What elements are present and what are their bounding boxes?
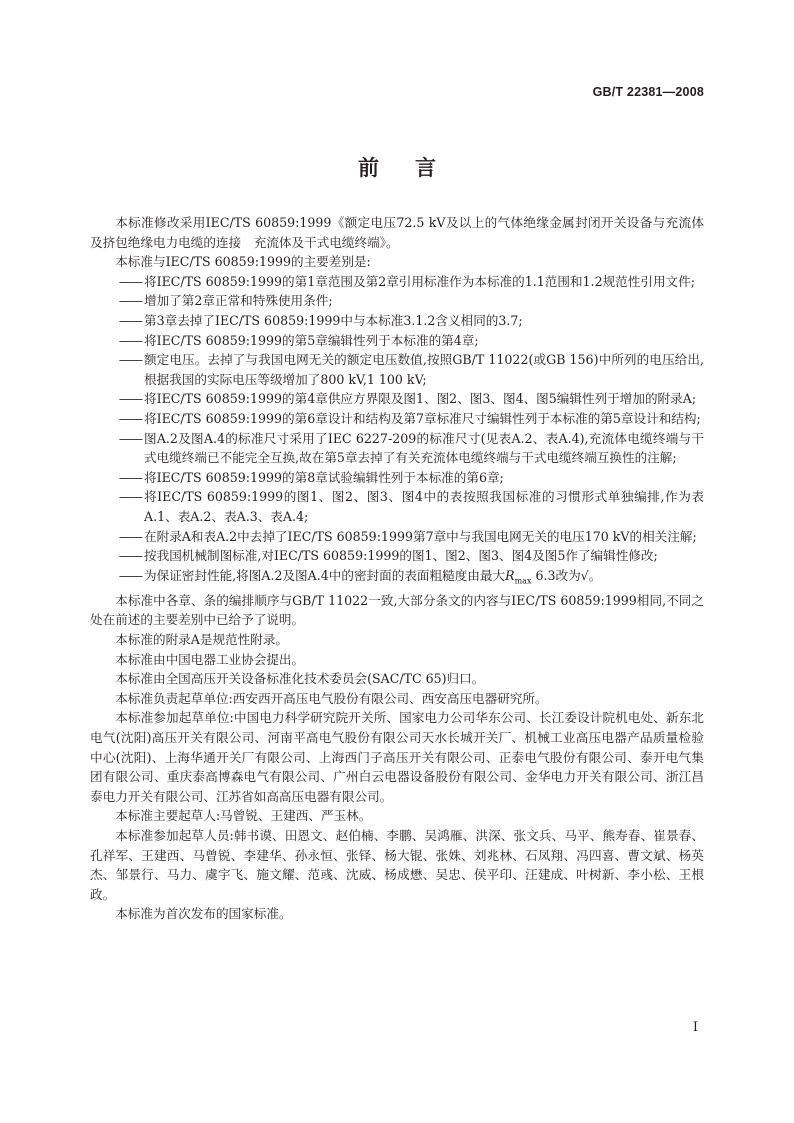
difference-item xyxy=(90,389,704,409)
difference-item xyxy=(90,272,704,292)
page-number: I xyxy=(692,1020,698,1035)
outro-paragraph: 本标准的附录A是规范性附录。 xyxy=(115,631,289,647)
difference-text: 将IEC/TS 60859:1999的第5章编辑性列于本标准的第4章; xyxy=(144,332,479,348)
outro-paragraph: 本标准由全国高压开关设备标准化技术委员会(SAC/TC 65)归口。 xyxy=(115,671,485,687)
surface-roughness-icon: √ xyxy=(580,567,589,583)
intro-paragraph: 本标准修改采用IEC/TS 60859:1999《额定电压72.5 kV及以上的气体绝缘金属封闭开关设备与充流体及挤包绝缘电力电缆的连接 充流体及干式电缆终端》。 xyxy=(90,215,704,250)
difference-item xyxy=(90,331,704,351)
standard-code: GB/T 22381—2008 xyxy=(592,85,704,99)
dash-bullet: —— xyxy=(118,469,142,485)
difference-text: 将IEC/TS 60859:1999的第1章范围及第2章引用标准作为本标准的1.1范围和1.2规范性引用文件; xyxy=(144,273,695,289)
difference-item xyxy=(90,487,704,526)
outro-paragraph: 本标准主要起草人:马曾锐、王建西、严玉林。 xyxy=(115,808,372,824)
page-title xyxy=(0,152,794,182)
dash-bullet: —— xyxy=(118,528,142,544)
difference-item xyxy=(90,311,704,331)
roughness-rmax-symbol: $R_{max}$ xyxy=(505,567,532,586)
outro-paragraph: 本标准负责起草单位:西安西开高压电气股份有限公司、西安高压电器研究所。 xyxy=(115,690,548,706)
difference-text: 将IEC/TS 60859:1999的第8章试验编辑性列于本标准的第6章; xyxy=(144,469,504,485)
difference-item xyxy=(90,546,704,566)
outro-paragraph: 本标准由中国电器工业协会提出。 xyxy=(115,651,305,667)
difference-item xyxy=(90,291,704,311)
dash-bullet: —— xyxy=(118,273,142,289)
dash-bullet: —— xyxy=(118,312,142,328)
title-char-1: 前 xyxy=(358,156,379,180)
intro-paragraph: 本标准与IEC/TS 60859:1999的主要差别是: xyxy=(115,254,371,270)
difference-item xyxy=(90,350,704,389)
dash-bullet: —— xyxy=(118,548,142,564)
dash-bullet: —— xyxy=(118,352,142,368)
difference-item xyxy=(90,527,704,547)
preface-body xyxy=(90,213,704,924)
outro-paragraph: 本标准中各章、条的编排顺序与GB/T 11022一致,大部分条文的内容与IEC/TS 60859:1999相同,不同之处在前述的主要差别中已给予了说明。 xyxy=(90,592,704,628)
difference-item xyxy=(90,409,704,429)
difference-text: 增加了第2章正常和特殊使用条件; xyxy=(144,293,333,309)
dash-bullet: —— xyxy=(118,410,142,426)
difference-item xyxy=(90,566,704,591)
difference-text: 图A.2及图A.4的标准尺寸采用了IEC 6227-209的标准尺寸(见表A.2、表A.4),充流体电缆终端与干式电缆终端已不能完全互换,故在第5章去掉了有关充流体电缆终端与干式电缆终端互换性的注解; xyxy=(144,430,704,466)
outro-paragraph: 本标准为首次发布的国家标准。 xyxy=(115,906,292,922)
dash-bullet: —— xyxy=(118,567,142,583)
dash-bullet: —— xyxy=(118,332,142,348)
difference-text: 按我国机械制图标准,对IEC/TS 60859:1999的图1、图2、图3、图4及图5作了编辑性修改; xyxy=(144,548,658,564)
dash-bullet: —— xyxy=(118,489,142,505)
dash-bullet: —— xyxy=(118,293,142,309)
difference-text: 将IEC/TS 60859:1999的图1、图2、图3、图4中的表按照我国标准的习惯形式单独编排,作为表A.1、表A.2、表A.3、表A.4; xyxy=(144,489,704,524)
dash-bullet: —— xyxy=(118,430,142,446)
difference-text: 在附录A和表A.2中去掉了IEC/TS 60859:1999第7章中与我国电网无关的电压170 kV的相关注解; xyxy=(144,528,697,544)
difference-text: 将IEC/TS 60859:1999的第6章设计和结构及第7章标准尺寸编辑性列于本标准的第5章设计和结构; xyxy=(144,410,701,426)
difference-text: 第3章去掉了IEC/TS 60859:1999中与本标准3.1.2含义相同的3.7; xyxy=(144,312,523,328)
difference-text: 将IEC/TS 60859:1999的第4章供应方界限及图1、图2、图3、图4、图5编辑性列于增加的附录A; xyxy=(144,391,697,407)
difference-item xyxy=(90,468,704,488)
dash-bullet: —— xyxy=(118,391,142,407)
outro-paragraph: 本标准参加起草单位:中国电力科学研究院开关所、国家电力公司华东公司、长江委设计院机电处、新东北电气(沈阳)高压开关有限公司、河南平高电气股份有限公司天水长城开关厂、机械工业高压电器产品质量检验中心(沈阳)、上海华通开关厂有限公司、上海西门子高压开关有限公司、正泰电气股份有限公司、泰开电气集团有限公司、重庆泰高博森电气有限公司、广州白云电器设备股份有限公司、金华电力开关有限公司、浙江昌泰电力开关有限公司、江苏省如高高压电器有限公司。 xyxy=(90,710,704,804)
difference-text: 额定电压。去掉了与我国电网无关的额定电压数值,按照GB/T 11022(或GB 156)中所列的电压给出,根据我国的实际电压等级增加了800 kV,1 100 kV; xyxy=(144,352,704,387)
difference-item xyxy=(90,429,704,468)
difference-text: 为保证密封性能,将图A.2及图A.4中的密封面的表面粗糙度由最大$R_{max}$ 6.3改为√。 xyxy=(144,567,602,586)
title-char-2: 言 xyxy=(415,156,436,180)
outro-paragraph: 本标准参加起草人员:韩书谟、田恩文、赵伯楠、李鹏、吴鸿雁、洪深、张文兵、马平、熊寿春、崔景春、孔祥军、王建西、马曾锐、李建华、孙永恒、张铎、杨大锟、张姝、刘兆林、石凤翔、冯四喜、曹文斌、杨英杰、邹景行、马力、虞宇飞、施文耀、范彧、沈威、杨成懋、吴忠、侯平印、汪建成、叶树新、李小松、王根政。 xyxy=(90,827,704,902)
